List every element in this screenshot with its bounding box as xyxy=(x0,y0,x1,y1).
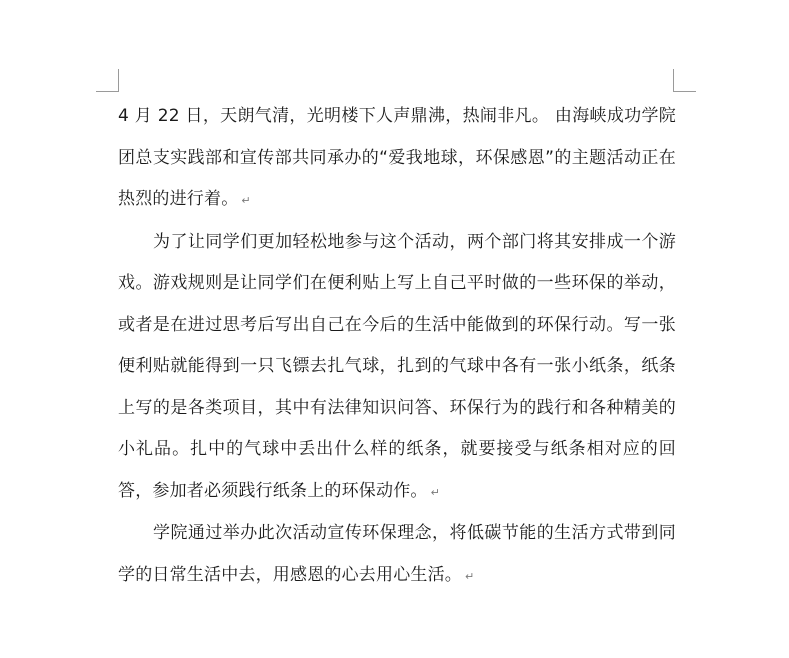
margin-corner-top-left xyxy=(96,69,119,92)
margin-corner-top-right xyxy=(673,69,696,92)
paragraph-1-text: 4 月 22 日，天朗气清，光明楼下人声鼎沸，热闹非凡。 由海峡成功学院团总支实践部和宣传部共同承办的“爱我地球，环保感恩”的主题活动正在热烈的进行着。 xyxy=(118,106,676,209)
paragraph-3-text: 学院通过举办此次活动宣传环保理念，将低碳节能的生活方式带到同学的日常生活中去，用感恩的心去用心生活。 xyxy=(118,523,676,585)
paragraph-mark-icon: ↵ xyxy=(430,485,441,499)
paragraph-mark-icon: ↵ xyxy=(241,194,251,207)
document-body[interactable] xyxy=(118,96,676,597)
paragraph-1[interactable] xyxy=(118,96,676,222)
paragraph-mark-icon: ↵ xyxy=(465,569,475,583)
paragraph-3[interactable] xyxy=(118,513,676,597)
paragraph-2[interactable] xyxy=(118,222,676,514)
paragraph-2-text: 为了让同学们更加轻松地参与这个活动，两个部门将其安排成一个游戏。游戏规则是让同学们在便利贴上写上自己平时做的一些环保的举动，或者是在进过思考后写出自己在今后的生活中能做到的环保行动。写一张便利贴就能得到一只飞镖去扎气球，扎到的气球中各有一张小纸条，纸条上写的是各类项目，其中有法律知识问答、环保行为的践行和各种精美的小礼品。扎中的气球中丢出什么样的纸条，就要接受与纸条相对应的回答，参加者必须践行纸条上的环保动作。 xyxy=(118,231,676,501)
